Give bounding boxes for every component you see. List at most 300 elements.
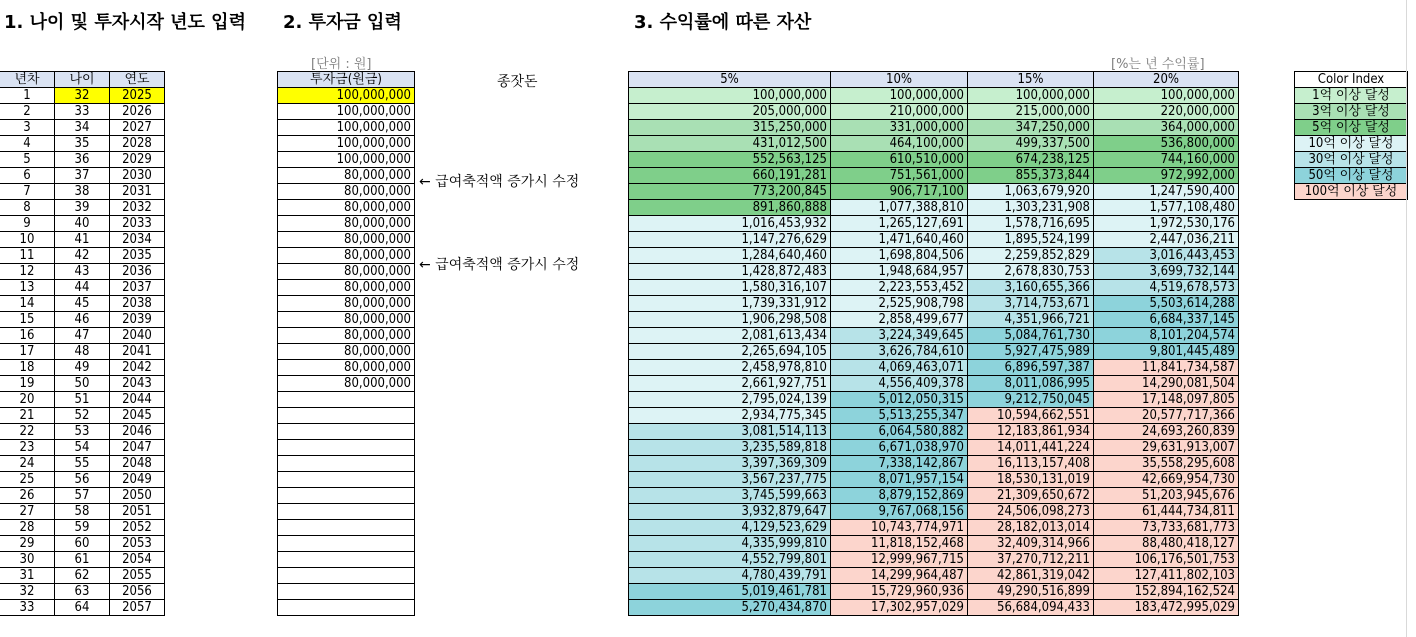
cell-rate-5[interactable]: 1,428,872,483 [629, 264, 831, 280]
cell-rate-15[interactable]: 4,351,966,721 [968, 312, 1094, 328]
header-year-count: 년차 [0, 72, 55, 88]
cell-rate-5[interactable]: 1,284,640,460 [629, 248, 831, 264]
cell-year[interactable]: 2035 [110, 248, 165, 264]
cell-rate-15[interactable]: 1,063,679,920 [968, 184, 1094, 200]
cell-rate-5[interactable]: 2,934,775,345 [629, 408, 831, 424]
cell-rate-20[interactable]: 5,503,614,288 [1094, 296, 1239, 312]
cell-year[interactable]: 2051 [110, 504, 165, 520]
cell-investment[interactable]: 80,000,000 [278, 200, 415, 216]
cell-year-count[interactable]: 10 [0, 232, 55, 248]
cell-year-count[interactable]: 28 [0, 520, 55, 536]
cell-year[interactable]: 2031 [110, 184, 165, 200]
cell-rate-5[interactable]: 431,012,500 [629, 136, 831, 152]
color-index-header-row [1295, 72, 1408, 88]
table-row [0, 88, 165, 104]
cell-age[interactable]: 59 [55, 520, 110, 536]
cell-investment[interactable] [278, 392, 415, 408]
cell-year-count[interactable]: 24 [0, 456, 55, 472]
cell-investment[interactable] [278, 568, 415, 584]
cell-year-count[interactable]: 31 [0, 568, 55, 584]
cell-year[interactable]: 2032 [110, 200, 165, 216]
cell-rate-20[interactable]: 51,203,945,676 [1094, 488, 1239, 504]
cell-rate-10[interactable]: 100,000,000 [831, 88, 968, 104]
cell-rate-5[interactable]: 2,458,978,810 [629, 360, 831, 376]
cell-age[interactable]: 48 [55, 344, 110, 360]
cell-rate-20[interactable]: 100,000,000 [1094, 88, 1239, 104]
table-row [278, 488, 415, 504]
section-title-3: 3. 수익률에 따른 자산 [634, 12, 812, 33]
cell-rate-5[interactable]: 1,739,331,912 [629, 296, 831, 312]
cell-rate-20[interactable]: 3,699,732,144 [1094, 264, 1239, 280]
cell-year[interactable]: 2050 [110, 488, 165, 504]
cell-rate-20[interactable]: 183,472,995,029 [1094, 600, 1239, 616]
cell-rate-15[interactable]: 9,212,750,045 [968, 392, 1094, 408]
cell-rate-15[interactable]: 42,861,319,042 [968, 568, 1094, 584]
cell-year-count[interactable]: 33 [0, 600, 55, 616]
cell-age[interactable]: 52 [55, 408, 110, 424]
cell-rate-20[interactable]: 42,669,954,730 [1094, 472, 1239, 488]
cell-age[interactable]: 40 [55, 216, 110, 232]
table-row [278, 200, 415, 216]
header-rate-20: 20% [1094, 72, 1239, 88]
cell-rate-5[interactable]: 100,000,000 [629, 88, 831, 104]
cell-year[interactable]: 2040 [110, 328, 165, 344]
cell-investment[interactable] [278, 456, 415, 472]
cell-year[interactable]: 2056 [110, 584, 165, 600]
cell-investment[interactable]: 80,000,000 [278, 184, 415, 200]
cell-year-count[interactable]: 23 [0, 440, 55, 456]
cell-rate-10[interactable]: 906,717,100 [831, 184, 968, 200]
cell-age[interactable]: 44 [55, 280, 110, 296]
cell-year[interactable]: 2036 [110, 264, 165, 280]
cell-rate-15[interactable]: 56,684,094,433 [968, 600, 1094, 616]
cell-investment[interactable] [278, 536, 415, 552]
cell-rate-20[interactable]: 106,176,501,753 [1094, 552, 1239, 568]
cell-rate-10[interactable]: 2,858,499,677 [831, 312, 968, 328]
cell-year[interactable]: 2045 [110, 408, 165, 424]
cell-rate-15[interactable]: 21,309,650,672 [968, 488, 1094, 504]
cell-investment[interactable]: 80,000,000 [278, 264, 415, 280]
investment-table [277, 71, 415, 616]
cell-rate-5[interactable]: 3,397,369,309 [629, 456, 831, 472]
cell-rate-5[interactable]: 660,191,281 [629, 168, 831, 184]
cell-rate-5[interactable]: 205,000,000 [629, 104, 831, 120]
table-row [629, 232, 1239, 248]
cell-year-count[interactable]: 32 [0, 584, 55, 600]
cell-investment[interactable] [278, 504, 415, 520]
cell-rate-15[interactable]: 49,290,516,899 [968, 584, 1094, 600]
cell-age[interactable]: 41 [55, 232, 110, 248]
cell-age[interactable]: 64 [55, 600, 110, 616]
cell-rate-5[interactable]: 3,235,589,818 [629, 440, 831, 456]
cell-rate-15[interactable]: 8,011,086,995 [968, 376, 1094, 392]
table-row [0, 440, 165, 456]
cell-rate-10[interactable]: 6,671,038,970 [831, 440, 968, 456]
cell-year[interactable]: 2049 [110, 472, 165, 488]
cell-rate-20[interactable]: 1,247,590,400 [1094, 184, 1239, 200]
cell-year-count[interactable]: 16 [0, 328, 55, 344]
cell-age[interactable]: 43 [55, 264, 110, 280]
cell-year-count[interactable]: 30 [0, 552, 55, 568]
cell-age[interactable]: 46 [55, 312, 110, 328]
cell-rate-15[interactable]: 674,238,125 [968, 152, 1094, 168]
table-row [0, 392, 165, 408]
cell-rate-20[interactable]: 3,016,443,453 [1094, 248, 1239, 264]
table-row [629, 152, 1239, 168]
cell-rate-5[interactable]: 773,200,845 [629, 184, 831, 200]
table-row [278, 280, 415, 296]
cell-rate-10[interactable]: 14,299,964,487 [831, 568, 968, 584]
table-row [278, 216, 415, 232]
cell-rate-20[interactable]: 2,447,036,211 [1094, 232, 1239, 248]
cell-year-count[interactable]: 11 [0, 248, 55, 264]
cell-rate-15[interactable]: 347,250,000 [968, 120, 1094, 136]
cell-year[interactable]: 2029 [110, 152, 165, 168]
cell-year[interactable]: 2039 [110, 312, 165, 328]
cell-rate-20[interactable]: 88,480,418,127 [1094, 536, 1239, 552]
cell-rate-20[interactable]: 8,101,204,574 [1094, 328, 1239, 344]
investment-header-row [278, 72, 415, 88]
cell-investment[interactable]: 80,000,000 [278, 328, 415, 344]
table-row [629, 344, 1239, 360]
cell-age[interactable]: 34 [55, 120, 110, 136]
cell-rate-10[interactable]: 1,948,684,957 [831, 264, 968, 280]
cell-year-count[interactable]: 2 [0, 104, 55, 120]
table-row [0, 456, 165, 472]
cell-rate-5[interactable]: 2,795,024,139 [629, 392, 831, 408]
cell-investment[interactable] [278, 408, 415, 424]
cell-rate-15[interactable]: 16,113,157,408 [968, 456, 1094, 472]
cell-rate-5[interactable]: 2,265,694,105 [629, 344, 831, 360]
cell-investment[interactable]: 100,000,000 [278, 120, 415, 136]
cell-rate-10[interactable]: 210,000,000 [831, 104, 968, 120]
cell-investment[interactable] [278, 520, 415, 536]
cell-rate-20[interactable]: 14,290,081,504 [1094, 376, 1239, 392]
cell-rate-15[interactable]: 100,000,000 [968, 88, 1094, 104]
cell-rate-15[interactable]: 12,183,861,934 [968, 424, 1094, 440]
cell-rate-15[interactable]: 18,530,131,019 [968, 472, 1094, 488]
cell-rate-15[interactable]: 32,409,314,966 [968, 536, 1094, 552]
cell-year-count[interactable]: 17 [0, 344, 55, 360]
cell-age[interactable]: 63 [55, 584, 110, 600]
table-row [0, 424, 165, 440]
cell-year[interactable]: 2033 [110, 216, 165, 232]
cell-rate-15[interactable]: 5,084,761,730 [968, 328, 1094, 344]
cell-rate-5[interactable]: 2,081,613,434 [629, 328, 831, 344]
cell-age[interactable]: 50 [55, 376, 110, 392]
cell-rate-20[interactable]: 152,894,162,524 [1094, 584, 1239, 600]
cell-year-count[interactable]: 15 [0, 312, 55, 328]
cell-year-count[interactable]: 25 [0, 472, 55, 488]
cell-year-count[interactable]: 1 [0, 88, 55, 104]
cell-rate-15[interactable]: 1,895,524,199 [968, 232, 1094, 248]
cell-investment[interactable] [278, 424, 415, 440]
cell-rate-5[interactable]: 1,906,298,508 [629, 312, 831, 328]
cell-investment[interactable]: 80,000,000 [278, 376, 415, 392]
cell-rate-5[interactable]: 3,081,514,113 [629, 424, 831, 440]
cell-age[interactable]: 56 [55, 472, 110, 488]
cell-year-count[interactable]: 4 [0, 136, 55, 152]
cell-rate-20[interactable]: 220,000,000 [1094, 104, 1239, 120]
cell-year-count[interactable]: 12 [0, 264, 55, 280]
cell-rate-20[interactable]: 744,160,000 [1094, 152, 1239, 168]
cell-rate-20[interactable]: 17,148,097,805 [1094, 392, 1239, 408]
cell-year[interactable]: 2048 [110, 456, 165, 472]
cell-rate-20[interactable]: 73,733,681,773 [1094, 520, 1239, 536]
cell-year-count[interactable]: 7 [0, 184, 55, 200]
cell-rate-20[interactable]: 972,992,000 [1094, 168, 1239, 184]
cell-age[interactable]: 51 [55, 392, 110, 408]
cell-investment[interactable]: 80,000,000 [278, 168, 415, 184]
cell-rate-5[interactable]: 4,552,799,801 [629, 552, 831, 568]
cell-rate-20[interactable]: 35,558,295,608 [1094, 456, 1239, 472]
cell-age[interactable]: 37 [55, 168, 110, 184]
cell-investment[interactable]: 100,000,000 [278, 152, 415, 168]
cell-investment[interactable]: 80,000,000 [278, 232, 415, 248]
cell-rate-5[interactable]: 3,932,879,647 [629, 504, 831, 520]
table-row [0, 584, 165, 600]
cell-year-count[interactable]: 3 [0, 120, 55, 136]
cell-rate-10[interactable]: 3,224,349,645 [831, 328, 968, 344]
cell-rate-15[interactable]: 499,337,500 [968, 136, 1094, 152]
cell-age[interactable]: 62 [55, 568, 110, 584]
cell-year[interactable]: 2044 [110, 392, 165, 408]
cell-investment[interactable]: 100,000,000 [278, 88, 415, 104]
cell-rate-10[interactable]: 17,302,957,029 [831, 600, 968, 616]
cell-rate-10[interactable]: 8,879,152,869 [831, 488, 968, 504]
cell-rate-10[interactable]: 4,069,463,071 [831, 360, 968, 376]
cell-age[interactable]: 60 [55, 536, 110, 552]
color-index-item: 10억 이상 달성 [1295, 136, 1408, 152]
cell-rate-5[interactable]: 2,661,927,751 [629, 376, 831, 392]
cell-rate-5[interactable]: 315,250,000 [629, 120, 831, 136]
cell-year-count[interactable]: 21 [0, 408, 55, 424]
cell-rate-10[interactable]: 751,561,000 [831, 168, 968, 184]
cell-rate-5[interactable]: 4,335,999,810 [629, 536, 831, 552]
cell-age[interactable]: 35 [55, 136, 110, 152]
cell-investment[interactable] [278, 488, 415, 504]
cell-year[interactable]: 2025 [110, 88, 165, 104]
cell-year[interactable]: 2026 [110, 104, 165, 120]
cell-age[interactable]: 39 [55, 200, 110, 216]
cell-year[interactable]: 2047 [110, 440, 165, 456]
cell-investment[interactable]: 80,000,000 [278, 248, 415, 264]
table-row [629, 392, 1239, 408]
cell-investment[interactable]: 80,000,000 [278, 296, 415, 312]
cell-rate-20[interactable]: 6,684,337,145 [1094, 312, 1239, 328]
cell-investment[interactable]: 80,000,000 [278, 280, 415, 296]
table-row [629, 328, 1239, 344]
cell-rate-20[interactable]: 364,000,000 [1094, 120, 1239, 136]
cell-rate-20[interactable]: 29,631,913,007 [1094, 440, 1239, 456]
cell-rate-15[interactable]: 2,259,852,829 [968, 248, 1094, 264]
cell-rate-10[interactable]: 610,510,000 [831, 152, 968, 168]
cell-rate-10[interactable]: 1,077,388,810 [831, 200, 968, 216]
cell-rate-20[interactable]: 127,411,802,103 [1094, 568, 1239, 584]
cell-year[interactable]: 2037 [110, 280, 165, 296]
color-index-item: 3억 이상 달성 [1295, 104, 1408, 120]
cell-rate-15[interactable]: 1,303,231,908 [968, 200, 1094, 216]
cell-rate-20[interactable]: 9,801,445,489 [1094, 344, 1239, 360]
cell-year[interactable]: 2053 [110, 536, 165, 552]
cell-rate-15[interactable]: 3,160,655,366 [968, 280, 1094, 296]
cell-rate-15[interactable]: 28,182,013,014 [968, 520, 1094, 536]
cell-year-count[interactable]: 8 [0, 200, 55, 216]
cell-rate-15[interactable]: 6,896,597,387 [968, 360, 1094, 376]
cell-age[interactable]: 45 [55, 296, 110, 312]
cell-rate-10[interactable]: 2,223,553,452 [831, 280, 968, 296]
table-row [629, 408, 1239, 424]
cell-year[interactable]: 2046 [110, 424, 165, 440]
cell-age[interactable]: 47 [55, 328, 110, 344]
cell-year[interactable]: 2028 [110, 136, 165, 152]
cell-rate-20[interactable]: 24,693,260,839 [1094, 424, 1239, 440]
cell-year[interactable]: 2027 [110, 120, 165, 136]
cell-investment[interactable] [278, 440, 415, 456]
cell-year-count[interactable]: 5 [0, 152, 55, 168]
cell-age[interactable]: 61 [55, 552, 110, 568]
cell-year[interactable]: 2055 [110, 568, 165, 584]
cell-age[interactable]: 32 [55, 88, 110, 104]
cell-rate-5[interactable]: 1,580,316,107 [629, 280, 831, 296]
table-row [629, 248, 1239, 264]
cell-year-count[interactable]: 29 [0, 536, 55, 552]
cell-rate-10[interactable]: 5,513,255,347 [831, 408, 968, 424]
cell-investment[interactable]: 80,000,000 [278, 344, 415, 360]
cell-rate-15[interactable]: 5,927,475,989 [968, 344, 1094, 360]
cell-rate-5[interactable]: 5,019,461,781 [629, 584, 831, 600]
cell-rate-5[interactable]: 1,016,453,932 [629, 216, 831, 232]
age-year-header-row [0, 72, 165, 88]
cell-age[interactable]: 54 [55, 440, 110, 456]
cell-age[interactable]: 38 [55, 184, 110, 200]
cell-rate-10[interactable]: 331,000,000 [831, 120, 968, 136]
cell-rate-5[interactable]: 4,780,439,791 [629, 568, 831, 584]
cell-rate-20[interactable]: 1,577,108,480 [1094, 200, 1239, 216]
cell-age[interactable]: 36 [55, 152, 110, 168]
table-row [0, 120, 165, 136]
table-row [629, 568, 1239, 584]
cell-rate-10[interactable]: 12,999,967,715 [831, 552, 968, 568]
cell-rate-20[interactable]: 536,800,000 [1094, 136, 1239, 152]
table-row [278, 600, 415, 616]
cell-rate-15[interactable]: 10,594,662,551 [968, 408, 1094, 424]
cell-age[interactable]: 33 [55, 104, 110, 120]
cell-year-count[interactable]: 26 [0, 488, 55, 504]
cell-year[interactable]: 2042 [110, 360, 165, 376]
edit-note-1: ← 급여축적액 증가시 수정 [419, 174, 580, 190]
cell-rate-10[interactable]: 9,767,068,156 [831, 504, 968, 520]
cell-year-count[interactable]: 13 [0, 280, 55, 296]
cell-investment[interactable] [278, 472, 415, 488]
cell-year-count[interactable]: 14 [0, 296, 55, 312]
cell-rate-10[interactable]: 7,338,142,867 [831, 456, 968, 472]
cell-investment[interactable] [278, 600, 415, 616]
cell-year-count[interactable]: 18 [0, 360, 55, 376]
cell-rate-5[interactable]: 552,563,125 [629, 152, 831, 168]
cell-year[interactable]: 2057 [110, 600, 165, 616]
color-index-row [1295, 136, 1408, 152]
cell-year[interactable]: 2052 [110, 520, 165, 536]
table-row [629, 600, 1239, 616]
cell-year[interactable]: 2034 [110, 232, 165, 248]
cell-year-count[interactable]: 6 [0, 168, 55, 184]
cell-rate-15[interactable]: 855,373,844 [968, 168, 1094, 184]
cell-investment[interactable]: 80,000,000 [278, 312, 415, 328]
cell-investment[interactable]: 100,000,000 [278, 104, 415, 120]
cell-year-count[interactable]: 9 [0, 216, 55, 232]
cell-rate-20[interactable]: 4,519,678,573 [1094, 280, 1239, 296]
cell-year[interactable]: 2043 [110, 376, 165, 392]
table-row [0, 184, 165, 200]
cell-rate-10[interactable]: 1,471,640,460 [831, 232, 968, 248]
cell-age[interactable]: 57 [55, 488, 110, 504]
cell-rate-10[interactable]: 4,556,409,378 [831, 376, 968, 392]
table-row [278, 248, 415, 264]
cell-rate-15[interactable]: 24,506,098,273 [968, 504, 1094, 520]
cell-rate-20[interactable]: 61,444,734,811 [1094, 504, 1239, 520]
cell-investment[interactable]: 80,000,000 [278, 360, 415, 376]
cell-age[interactable]: 53 [55, 424, 110, 440]
cell-rate-10[interactable]: 8,071,957,154 [831, 472, 968, 488]
cell-year-count[interactable]: 27 [0, 504, 55, 520]
cell-year[interactable]: 2041 [110, 344, 165, 360]
cell-year[interactable]: 2030 [110, 168, 165, 184]
cell-year-count[interactable]: 22 [0, 424, 55, 440]
cell-rate-15[interactable]: 1,578,716,695 [968, 216, 1094, 232]
cell-rate-15[interactable]: 37,270,712,211 [968, 552, 1094, 568]
cell-investment[interactable] [278, 584, 415, 600]
cell-year-count[interactable]: 19 [0, 376, 55, 392]
cell-rate-15[interactable]: 3,714,753,671 [968, 296, 1094, 312]
cell-rate-15[interactable]: 215,000,000 [968, 104, 1094, 120]
cell-rate-5[interactable]: 891,860,888 [629, 200, 831, 216]
cell-rate-20[interactable]: 1,972,530,176 [1094, 216, 1239, 232]
cell-age[interactable]: 55 [55, 456, 110, 472]
cell-rate-10[interactable]: 1,265,127,691 [831, 216, 968, 232]
cell-year[interactable]: 2038 [110, 296, 165, 312]
cell-age[interactable]: 49 [55, 360, 110, 376]
cell-investment[interactable] [278, 552, 415, 568]
cell-rate-5[interactable]: 3,745,599,663 [629, 488, 831, 504]
cell-rate-10[interactable]: 3,626,784,610 [831, 344, 968, 360]
cell-rate-5[interactable]: 4,129,523,629 [629, 520, 831, 536]
cell-rate-15[interactable]: 2,678,830,753 [968, 264, 1094, 280]
cell-age[interactable]: 58 [55, 504, 110, 520]
cell-rate-10[interactable]: 5,012,050,315 [831, 392, 968, 408]
cell-year[interactable]: 2054 [110, 552, 165, 568]
cell-rate-20[interactable]: 20,577,717,366 [1094, 408, 1239, 424]
cell-rate-10[interactable]: 10,743,774,971 [831, 520, 968, 536]
cell-rate-10[interactable]: 1,698,804,506 [831, 248, 968, 264]
cell-investment[interactable]: 100,000,000 [278, 136, 415, 152]
cell-year-count[interactable]: 20 [0, 392, 55, 408]
cell-rate-10[interactable]: 2,525,908,798 [831, 296, 968, 312]
cell-rate-10[interactable]: 11,818,152,468 [831, 536, 968, 552]
cell-rate-10[interactable]: 15,729,960,936 [831, 584, 968, 600]
cell-rate-5[interactable]: 1,147,276,629 [629, 232, 831, 248]
cell-investment[interactable]: 80,000,000 [278, 216, 415, 232]
table-row [278, 392, 415, 408]
cell-rate-5[interactable]: 3,567,237,775 [629, 472, 831, 488]
cell-rate-15[interactable]: 14,011,441,224 [968, 440, 1094, 456]
table-row [278, 344, 415, 360]
cell-rate-5[interactable]: 5,270,434,870 [629, 600, 831, 616]
cell-rate-10[interactable]: 464,100,000 [831, 136, 968, 152]
cell-rate-10[interactable]: 6,064,580,882 [831, 424, 968, 440]
cell-rate-20[interactable]: 11,841,734,587 [1094, 360, 1239, 376]
cell-age[interactable]: 42 [55, 248, 110, 264]
